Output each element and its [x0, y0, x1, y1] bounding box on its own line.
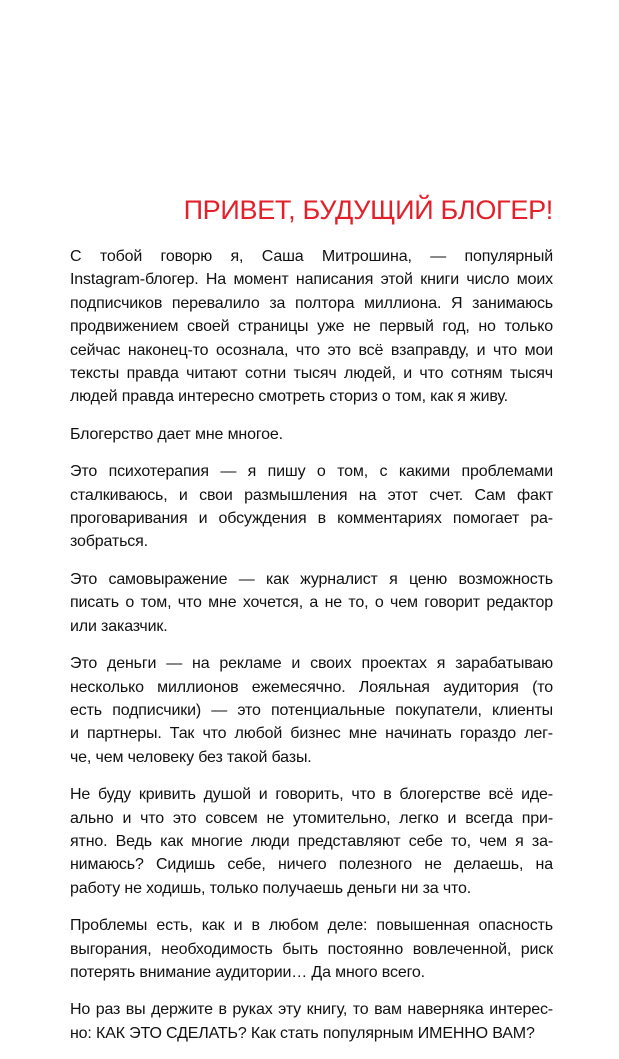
text-line: С тобой говорю я, Саша Митрошина, — популярный [70, 248, 553, 265]
paragraph [70, 423, 553, 446]
paragraph [70, 652, 553, 769]
text-line: Это психотерапия — я пишу о том, с какими проблемами [70, 463, 553, 481]
text-line: продвижением своей страницы уже не первый год, но только [70, 318, 553, 336]
text-line: или заказчик. [70, 617, 168, 635]
text-line: выгорания, необходимость быть постоянно вовлеченной, риск [70, 940, 553, 958]
text-line: писать о том, что мне хочется, а не то, о чем говорит редактор [70, 594, 553, 612]
text-line: подписчиков перевалило за полтора миллиона. Я занимаюсь [70, 294, 553, 312]
text-line: Instagram-блогер. На момент написания этой книги число моих [70, 271, 553, 289]
text-line: людей правда интересно смотреть сториз о том, как я живу. [70, 388, 508, 406]
text-line: несколько миллионов ежемесячно. Лояльная аудитория (то [70, 678, 553, 696]
text-line: Проблемы есть, как и в любом деле: повышенная опасность [70, 917, 553, 935]
paragraph [70, 245, 553, 409]
text-line: работу не ходишь, только получаешь деньги ни за что. [70, 879, 472, 897]
text-line: Это самовыражение — как журналист я ценю возможность [70, 570, 553, 588]
text-line: Но раз вы держите в руках эту книгу, то вам наверняка интерес- [70, 1001, 553, 1019]
paragraph [70, 914, 553, 984]
text-line: Не буду кривить душой и говорить, что в блогерстве всё иде- [70, 786, 553, 804]
text-line: сталкиваюсь, и свои размышления на этот счет. Сам факт [70, 486, 553, 504]
paragraph [70, 568, 553, 638]
text-line: зобраться. [70, 533, 148, 551]
text-line: проговаривания и обсуждения в комментариях помогает ра- [70, 510, 553, 528]
chapter-body [70, 245, 553, 1059]
text-line: сейчас наконец-то осознала, что это всё взаправду, и что мои [70, 341, 553, 359]
text-line: ально и что это совсем не утомительно, легко и всегда при- [70, 809, 553, 827]
text-line: есть подписчики) — это потенциальные покупатели, клиенты [70, 701, 553, 719]
chapter-title: ПРИВЕТ, БУДУЩИЙ БЛОГЕР! [183, 195, 553, 225]
paragraph [70, 998, 553, 1045]
text-line: че, чем человеку без такой базы. [70, 748, 312, 766]
text-line: нимаюсь? Сидишь себе, ничего полезного не делаешь, на [70, 856, 553, 874]
text-line: но: КАК ЭТО СДЕЛАТЬ? Как стать популярным ИМЕННО ВАМ? [70, 1024, 535, 1042]
text-line: Это деньги — на рекламе и своих проектах я зарабатываю [70, 655, 553, 673]
text-line: тексты правда читают сотни тысяч людей, и что сотням тысяч [70, 365, 553, 383]
text-line: потерять внимание аудитории… Да много всего. [70, 963, 425, 981]
text-line: и партнеры. Так что любой бизнес мне начинать гораздо лег- [70, 725, 553, 743]
text-line: Блогерство дает мне многое. [70, 425, 283, 443]
paragraph [70, 783, 553, 900]
text-line: ятно. Ведь как многие люди представляют себе то, чем я за- [70, 832, 553, 850]
paragraph [70, 460, 553, 554]
